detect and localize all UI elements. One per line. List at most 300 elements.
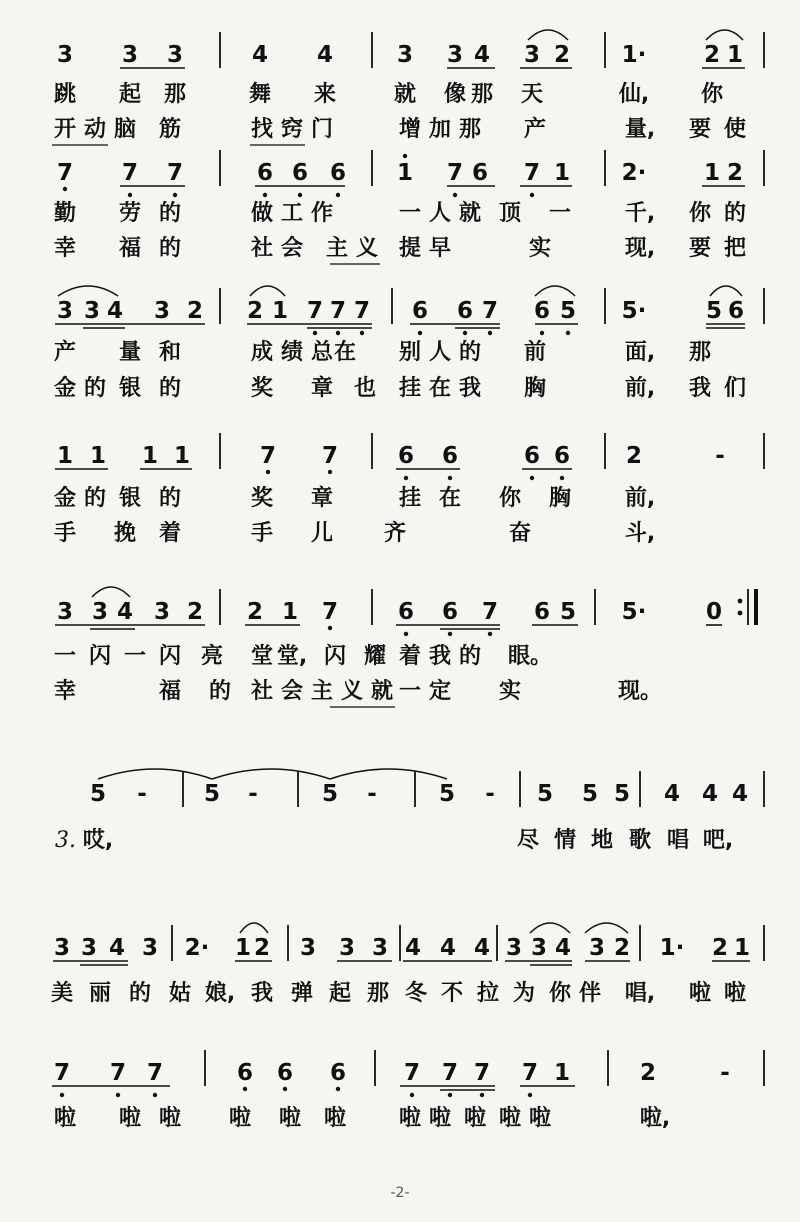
note: - bbox=[248, 781, 258, 807]
lyric-word: 量, bbox=[624, 117, 656, 142]
note: 6 bbox=[533, 298, 551, 324]
lyric-word: 提 bbox=[398, 236, 422, 261]
note: 6 bbox=[727, 298, 745, 324]
lyric-word: 一 bbox=[398, 201, 422, 226]
octave-dot-low bbox=[410, 1093, 414, 1097]
note: 3 bbox=[505, 935, 523, 961]
lyric-word: 你 bbox=[498, 486, 522, 511]
lyric-word: 银 bbox=[118, 376, 142, 401]
note: 4 bbox=[404, 935, 422, 961]
octave-dot-low bbox=[566, 331, 570, 335]
octave-dot-low bbox=[298, 193, 302, 197]
lyric-word: 千, bbox=[624, 201, 656, 226]
lyric-word: 舞 bbox=[248, 82, 272, 107]
lyric-word: 为 bbox=[512, 981, 536, 1006]
lyric-word: 仙, bbox=[618, 82, 650, 107]
lyric-word: 别 bbox=[398, 340, 422, 365]
note: 1 bbox=[141, 443, 159, 469]
lyric-word: 总 bbox=[310, 340, 334, 365]
note: 3 bbox=[153, 599, 171, 625]
note: 6 bbox=[236, 1060, 254, 1086]
lyric-word: 啦 bbox=[688, 981, 712, 1006]
lyric-word: 现。 bbox=[617, 679, 663, 704]
lyric-word: 那 bbox=[688, 340, 712, 365]
note: 7 bbox=[446, 160, 464, 186]
lyric-word: 眼。 bbox=[507, 644, 553, 669]
lyric-word: 要 bbox=[688, 117, 712, 142]
lyric-word: 的 bbox=[83, 486, 107, 511]
lyric-word: 啦 bbox=[228, 1106, 252, 1131]
octave-dot-low bbox=[60, 1093, 64, 1097]
lyric-word: 闪 bbox=[323, 644, 347, 669]
lyric-word: 拉 bbox=[476, 981, 500, 1006]
stanza-number: 3. bbox=[55, 828, 76, 853]
lyric-word: 美 bbox=[50, 981, 74, 1006]
lyric-word: 啦 bbox=[723, 981, 747, 1006]
lyric-word: 那 bbox=[458, 117, 482, 142]
note: 3 bbox=[523, 42, 541, 68]
lyric-word: 我 bbox=[688, 376, 712, 401]
note: 7 bbox=[146, 1060, 164, 1086]
note: 6 bbox=[397, 599, 415, 625]
lyric-word: 啦 bbox=[53, 1106, 77, 1131]
lyric-word: 社 bbox=[250, 679, 274, 704]
lyric-word: 会 bbox=[280, 236, 304, 261]
octave-dot-low bbox=[528, 1093, 532, 1097]
note: 4 bbox=[473, 935, 491, 961]
octave-dot-high bbox=[403, 154, 407, 158]
note: 7 bbox=[329, 298, 347, 324]
lyric-word: 你 bbox=[688, 201, 712, 226]
lyric-word: 胸 bbox=[548, 486, 572, 511]
lyric-word: 齐 bbox=[383, 521, 407, 546]
octave-dot-low bbox=[404, 476, 408, 480]
note: 5· bbox=[621, 298, 647, 324]
lyric-word: 也 bbox=[353, 376, 377, 401]
note: 3 bbox=[80, 935, 98, 961]
note: 1 bbox=[553, 1060, 571, 1086]
lyric-word: 唱 bbox=[666, 828, 690, 853]
lyric-word: 勤 bbox=[53, 201, 77, 226]
octave-dot-low bbox=[530, 476, 534, 480]
lyric-word: 在 bbox=[438, 486, 462, 511]
lyric-word: 我 bbox=[428, 644, 452, 669]
note: - bbox=[485, 781, 495, 807]
lyric-word: 那 bbox=[470, 82, 494, 107]
note: 4 bbox=[731, 781, 749, 807]
lyric-word: 和 bbox=[158, 340, 182, 365]
octave-dot-low bbox=[328, 626, 332, 630]
lyric-word: 啦 bbox=[528, 1106, 552, 1131]
lyric-word: 一 bbox=[548, 201, 572, 226]
note: 3 bbox=[371, 935, 389, 961]
lyric-word: 人 bbox=[428, 340, 452, 365]
note: 2 bbox=[186, 599, 204, 625]
lyric-word: 筋 bbox=[158, 117, 182, 142]
note: 5 bbox=[203, 781, 221, 807]
lyric-word: 加 bbox=[428, 117, 452, 142]
lyric-word: 你 bbox=[700, 82, 724, 107]
lyric-word: 绩 bbox=[280, 340, 304, 365]
note: 6 bbox=[533, 599, 551, 625]
lyric-word: 吧, bbox=[702, 828, 734, 853]
note: 1· bbox=[621, 42, 647, 68]
note: 2 bbox=[246, 298, 264, 324]
note: 1 bbox=[56, 443, 74, 469]
note: 2 bbox=[711, 935, 729, 961]
lyric-word: 要 bbox=[688, 236, 712, 261]
lyric-word: 金 bbox=[53, 486, 77, 511]
octave-dot-low bbox=[173, 193, 177, 197]
lyric-word: 的 bbox=[208, 679, 232, 704]
note: 5 bbox=[613, 781, 631, 807]
note: 7 bbox=[321, 443, 339, 469]
lyric-word: 啦 bbox=[278, 1106, 302, 1131]
note: 6 bbox=[329, 160, 347, 186]
octave-dot-low bbox=[448, 476, 452, 480]
lyric-word: 现, bbox=[624, 236, 656, 261]
lyric-word: 啦 bbox=[118, 1106, 142, 1131]
lyric-word: 闪 bbox=[158, 644, 182, 669]
note: 1 bbox=[271, 298, 289, 324]
note: 6 bbox=[256, 160, 274, 186]
note: 2 bbox=[703, 42, 721, 68]
lyric-word: 定 bbox=[428, 679, 452, 704]
lyric-word: 幸 bbox=[53, 236, 77, 261]
octave-dot-low bbox=[448, 632, 452, 636]
lyric-word: 早 bbox=[428, 236, 452, 261]
slur bbox=[710, 286, 742, 296]
note: 2· bbox=[621, 160, 647, 186]
lyric-word: 的 bbox=[128, 981, 152, 1006]
lyric-word: 前, bbox=[624, 376, 656, 401]
note: 5· bbox=[621, 599, 647, 625]
lyric-word: 伴 bbox=[578, 981, 602, 1006]
octave-dot-low bbox=[448, 1093, 452, 1097]
note: 2 bbox=[253, 935, 271, 961]
lyric-word: 义 bbox=[355, 236, 379, 261]
lyric-word: 成 bbox=[250, 340, 274, 365]
slur bbox=[240, 923, 268, 933]
octave-dot-low bbox=[336, 331, 340, 335]
octave-dot-low bbox=[488, 632, 492, 636]
lyric-word: 起 bbox=[328, 981, 352, 1006]
note: 1 bbox=[89, 443, 107, 469]
slur bbox=[535, 286, 575, 296]
note: 7 bbox=[166, 160, 184, 186]
note: 3 bbox=[141, 935, 159, 961]
note: 5 bbox=[536, 781, 554, 807]
lyric-word: 挂 bbox=[398, 376, 422, 401]
note: 6 bbox=[441, 443, 459, 469]
note: 3 bbox=[56, 42, 74, 68]
lyric-word: 会 bbox=[280, 679, 304, 704]
lyric-word: 脑 bbox=[113, 117, 137, 142]
octave-dot-low bbox=[263, 193, 267, 197]
note: 3 bbox=[299, 935, 317, 961]
lyric-word: 实 bbox=[528, 236, 552, 261]
slur bbox=[706, 30, 743, 40]
octave-dot-low bbox=[313, 331, 317, 335]
note: 2 bbox=[553, 42, 571, 68]
note: - bbox=[715, 443, 725, 469]
lyric-word: 章 bbox=[310, 486, 334, 511]
lyric-word: 义 bbox=[340, 679, 364, 704]
lyric-word: 窍 bbox=[280, 117, 304, 142]
note: 4 bbox=[116, 599, 134, 625]
lyric-word: 的 bbox=[458, 340, 482, 365]
note: 4 bbox=[108, 935, 126, 961]
lyric-word: 跳 bbox=[53, 82, 77, 107]
note: 4 bbox=[554, 935, 572, 961]
note: 1 bbox=[703, 160, 721, 186]
note: 4 bbox=[473, 42, 491, 68]
slur bbox=[212, 769, 330, 779]
lyric-word: 地 bbox=[590, 828, 614, 853]
octave-dot-low bbox=[328, 470, 332, 474]
lyric-word: 着 bbox=[398, 644, 422, 669]
note: 3 bbox=[91, 599, 109, 625]
repeat-dot bbox=[738, 611, 743, 616]
lyric-word: 一 bbox=[123, 644, 147, 669]
slur bbox=[92, 587, 130, 597]
note: 3 bbox=[166, 42, 184, 68]
note: 7 bbox=[481, 298, 499, 324]
lyric-word: 胸 bbox=[523, 376, 547, 401]
lyric-word: 挂 bbox=[398, 486, 422, 511]
lyric-word: 社 bbox=[250, 236, 274, 261]
note: 5 bbox=[89, 781, 107, 807]
lyric-word: 的 bbox=[158, 376, 182, 401]
lyric-word: 天 bbox=[520, 82, 544, 107]
octave-dot-low bbox=[283, 1087, 287, 1091]
lyric-word: 啦 bbox=[398, 1106, 422, 1131]
lyric-word: 福 bbox=[118, 236, 142, 261]
octave-dot-low bbox=[453, 193, 457, 197]
note: 3 bbox=[83, 298, 101, 324]
lyric-word: 开 bbox=[53, 117, 77, 142]
lyric-word: 在 bbox=[428, 376, 452, 401]
lyric-word: 啦 bbox=[463, 1106, 487, 1131]
note: 7 bbox=[109, 1060, 127, 1086]
note: 7 bbox=[53, 1060, 71, 1086]
octave-dot-low bbox=[404, 632, 408, 636]
note: 3 bbox=[56, 599, 74, 625]
lyric-word: 一 bbox=[398, 679, 422, 704]
lyric-word: 挽 bbox=[113, 521, 137, 546]
lyric-word: 增 bbox=[398, 117, 422, 142]
lyric-word: 银 bbox=[118, 486, 142, 511]
slur bbox=[530, 923, 570, 933]
note: 5 bbox=[559, 298, 577, 324]
lyric-word: 找 bbox=[250, 117, 274, 142]
lyric-word: 一 bbox=[53, 644, 77, 669]
note: 7 bbox=[353, 298, 371, 324]
note: 7 bbox=[259, 443, 277, 469]
lyric-word: 的 bbox=[158, 201, 182, 226]
octave-dot-low bbox=[336, 1087, 340, 1091]
lyric-word: 唱, bbox=[624, 981, 656, 1006]
lyric-word: 前 bbox=[523, 340, 547, 365]
lyric-word: 啦 bbox=[158, 1106, 182, 1131]
lyric-word: 把 bbox=[723, 236, 747, 261]
lyric-word: 像 bbox=[443, 82, 467, 107]
note: 3 bbox=[338, 935, 356, 961]
note: 7 bbox=[521, 1060, 539, 1086]
lyric-word: 在 bbox=[333, 340, 357, 365]
note: 4 bbox=[251, 42, 269, 68]
note: 2 bbox=[246, 599, 264, 625]
note-layer bbox=[54, 32, 764, 1086]
lyric-word: 劳 bbox=[118, 201, 142, 226]
note: 7 bbox=[441, 1060, 459, 1086]
lyric-word: 奖 bbox=[250, 486, 274, 511]
note: 2· bbox=[184, 935, 210, 961]
note: 3 bbox=[56, 298, 74, 324]
note: 6 bbox=[411, 298, 429, 324]
note: 2 bbox=[613, 935, 631, 961]
note: 6 bbox=[441, 599, 459, 625]
note: 2 bbox=[625, 443, 643, 469]
lyric-word: 动 bbox=[83, 117, 107, 142]
lyric-word: 的 bbox=[158, 236, 182, 261]
note: 2 bbox=[726, 160, 744, 186]
lyric-word: 情 bbox=[553, 828, 577, 853]
note: 3 bbox=[588, 935, 606, 961]
lyric-word: 我 bbox=[250, 981, 274, 1006]
note: 7 bbox=[121, 160, 139, 186]
octave-dot-low bbox=[63, 187, 67, 191]
note: 4 bbox=[663, 781, 681, 807]
note: 5 bbox=[438, 781, 456, 807]
note: 7 bbox=[321, 599, 339, 625]
note: 1 bbox=[281, 599, 299, 625]
lyric-word: 弹 bbox=[290, 981, 314, 1006]
lyric-word: 你 bbox=[548, 981, 572, 1006]
lyric-word: 奋 bbox=[508, 521, 532, 546]
octave-dot-low bbox=[153, 1093, 157, 1097]
octave-dot-low bbox=[243, 1087, 247, 1091]
octave-dot-low bbox=[266, 470, 270, 474]
slur bbox=[585, 923, 628, 933]
note: 4 bbox=[701, 781, 719, 807]
lyric-word: 作 bbox=[310, 201, 334, 226]
note: 4 bbox=[106, 298, 124, 324]
lyric-word: 人 bbox=[428, 201, 452, 226]
note: 4 bbox=[439, 935, 457, 961]
lyric-word: 不 bbox=[440, 981, 464, 1006]
note: 1· bbox=[659, 935, 685, 961]
note: 5 bbox=[559, 599, 577, 625]
lyric-word: 幸 bbox=[53, 679, 77, 704]
lyric-word: 尽 bbox=[516, 828, 540, 853]
note: 6 bbox=[291, 160, 309, 186]
note: 0 bbox=[705, 599, 723, 625]
note: 7 bbox=[481, 599, 499, 625]
note: 1 bbox=[173, 443, 191, 469]
lyric-word: 堂 bbox=[250, 644, 274, 669]
lyric-word: 使 bbox=[723, 117, 747, 142]
note: 7 bbox=[473, 1060, 491, 1086]
lyric-word: 主 bbox=[310, 679, 334, 704]
lyric-word: 冬 bbox=[404, 981, 428, 1006]
octave-dot-low bbox=[560, 476, 564, 480]
slur bbox=[98, 769, 212, 779]
page-number: -2- bbox=[390, 1185, 410, 1201]
note: 7 bbox=[56, 160, 74, 186]
note: 6 bbox=[397, 443, 415, 469]
note: 2 bbox=[186, 298, 204, 324]
lyric-word: 啦 bbox=[323, 1106, 347, 1131]
octave-dot-low bbox=[480, 1093, 484, 1097]
lyric-word: 们 bbox=[723, 376, 747, 401]
note: - bbox=[720, 1060, 730, 1086]
note: 7 bbox=[523, 160, 541, 186]
lyric-word: 斗, bbox=[624, 521, 656, 546]
lyric-word: 着 bbox=[158, 521, 182, 546]
lyric-word: 的 bbox=[723, 201, 747, 226]
lyric-word: 手 bbox=[250, 521, 274, 546]
note: 6 bbox=[553, 443, 571, 469]
slur bbox=[250, 286, 285, 296]
lyric-word: 实 bbox=[498, 679, 522, 704]
lyric-word: 前, bbox=[624, 486, 656, 511]
lyric-word: 量 bbox=[118, 340, 142, 365]
lyric-word: 福 bbox=[158, 679, 182, 704]
lyric-word: 那 bbox=[163, 82, 187, 107]
lyric-word: 娘, bbox=[204, 981, 236, 1006]
note: 3 bbox=[53, 935, 71, 961]
lyric-word: 来 bbox=[313, 82, 337, 107]
lyric-word: 主 bbox=[325, 236, 349, 261]
lyric-word: 姑 bbox=[168, 981, 192, 1006]
octave-dot-low bbox=[463, 331, 467, 335]
octave-dot-low bbox=[116, 1093, 120, 1097]
lyric-word: 就 bbox=[370, 679, 394, 704]
lyric-word: 那 bbox=[366, 981, 390, 1006]
note: 5 bbox=[321, 781, 339, 807]
lyric-word: 耀 bbox=[363, 644, 387, 669]
note: 3 bbox=[153, 298, 171, 324]
octave-dot-low bbox=[360, 331, 364, 335]
lyric-word: 产 bbox=[523, 117, 547, 142]
lyric-word: 起 bbox=[118, 82, 142, 107]
lyric-word: 闪 bbox=[88, 644, 112, 669]
note: - bbox=[137, 781, 147, 807]
lyric-word: 就 bbox=[393, 82, 417, 107]
lyric-word: 手 bbox=[53, 521, 77, 546]
lyric-word: 产 bbox=[53, 340, 77, 365]
note: 1 bbox=[733, 935, 751, 961]
lyric-word: 啦 bbox=[428, 1106, 452, 1131]
slur bbox=[58, 286, 118, 296]
note: 3 bbox=[396, 42, 414, 68]
octave-dot-low bbox=[128, 193, 132, 197]
note: 1 bbox=[396, 160, 414, 186]
lyric-word: 儿 bbox=[310, 521, 334, 546]
lyric-word: 啦, bbox=[639, 1106, 671, 1131]
lyric-word: 堂, bbox=[276, 644, 308, 669]
note: 1 bbox=[553, 160, 571, 186]
lyric-word: 哎, bbox=[82, 828, 114, 853]
octave-dot-low bbox=[488, 331, 492, 335]
note: 6 bbox=[329, 1060, 347, 1086]
note: 1 bbox=[726, 42, 744, 68]
note: 5 bbox=[581, 781, 599, 807]
octave-dot-low bbox=[540, 331, 544, 335]
note: 6 bbox=[471, 160, 489, 186]
note: 3 bbox=[121, 42, 139, 68]
